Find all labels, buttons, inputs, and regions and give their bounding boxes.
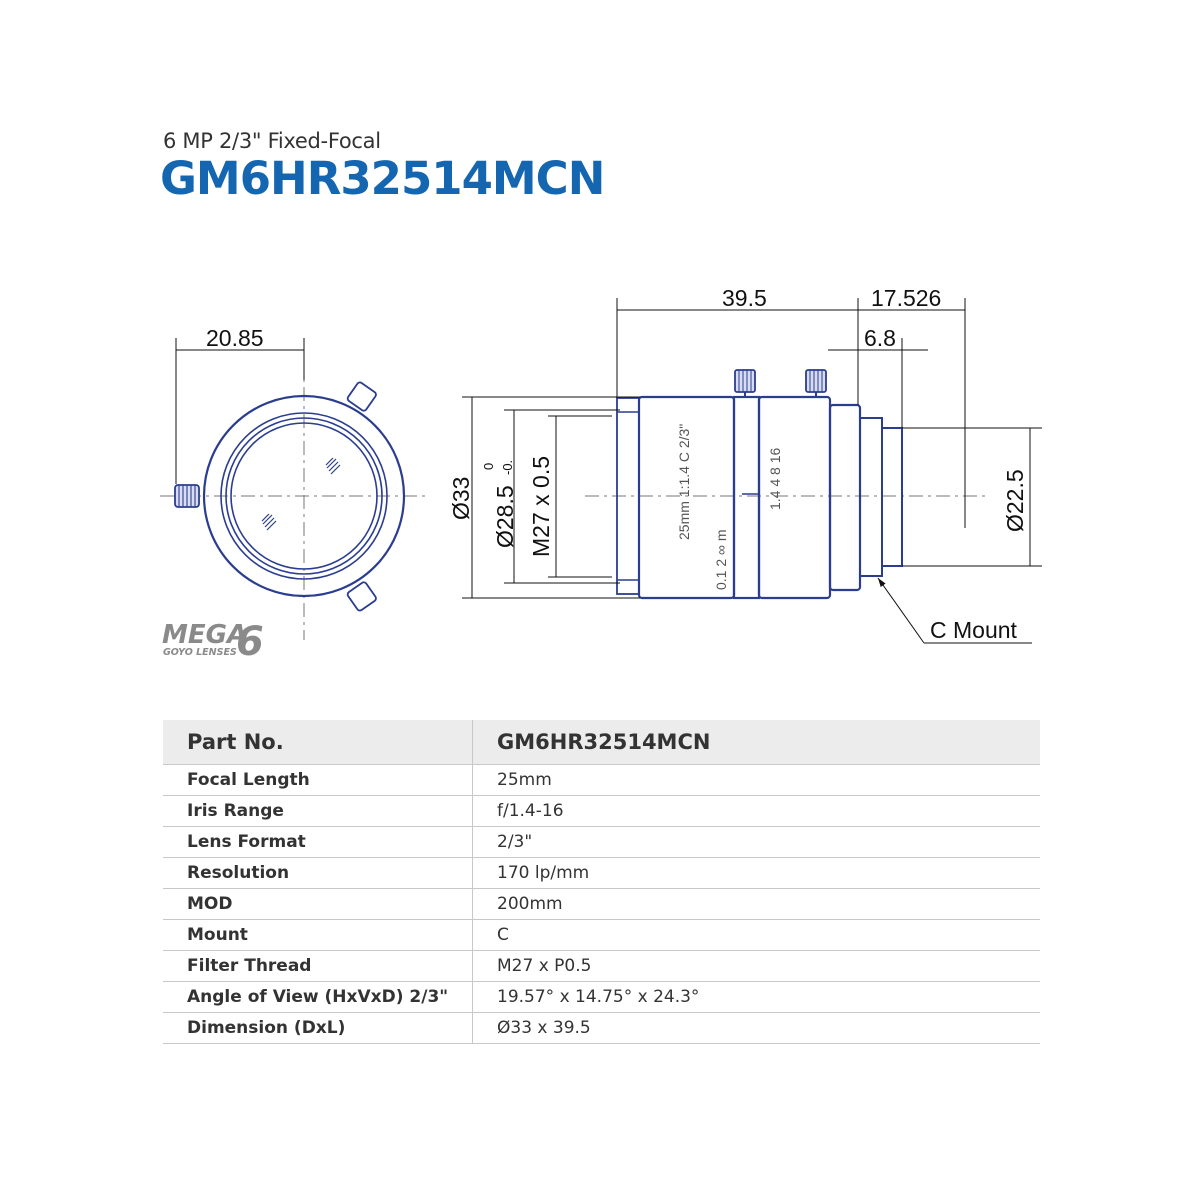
dim-outer-dia: Ø33	[448, 476, 474, 520]
logo-number: 6	[236, 619, 264, 665]
spec-key: Angle of View (HxVxD) 2/3"	[163, 982, 473, 1013]
spec-key: Lens Format	[163, 827, 473, 858]
spec-header-value: GM6HR32514MCN	[473, 720, 1041, 765]
spec-key: Mount	[163, 920, 473, 951]
spec-key: MOD	[163, 889, 473, 920]
product-title: GM6HR32514MCN	[160, 152, 605, 205]
barrel-iris-scale: 1.4 4 8 16	[767, 447, 783, 510]
spec-value: Ø33 x 39.5	[473, 1013, 1041, 1044]
logo-brand: GOYO LENSES	[163, 647, 237, 658]
spec-value: 200mm	[473, 889, 1041, 920]
table-row	[163, 858, 1040, 889]
table-row	[163, 765, 1040, 796]
front-view	[160, 325, 425, 640]
dim-mount-dia: Ø22.5	[1002, 469, 1028, 532]
spec-value: 170 lp/mm	[473, 858, 1041, 889]
spec-key: Resolution	[163, 858, 473, 889]
spec-key: Iris Range	[163, 796, 473, 827]
bottom-tab-icon	[346, 581, 377, 612]
spec-value: 2/3"	[473, 827, 1041, 858]
dim-flange: 17.526	[871, 285, 942, 311]
dim-length: 39.5	[722, 285, 767, 311]
spec-value: C	[473, 920, 1041, 951]
barrel-focus-scale: 0.1 2 ∞ m	[713, 529, 729, 590]
barrel-lens-spec: 25mm 1:1.4 C 2/3"	[676, 423, 692, 540]
spec-table	[163, 720, 1040, 1044]
table-row	[163, 951, 1040, 982]
spec-value: f/1.4-16	[473, 796, 1041, 827]
spec-value: M27 x P0.5	[473, 951, 1041, 982]
dim-tolerance-lower: -0.	[500, 459, 515, 475]
table-row	[163, 982, 1040, 1013]
table-row	[163, 920, 1040, 951]
table-row	[163, 827, 1040, 858]
spec-header-key: Part No.	[163, 720, 473, 765]
spec-key: Dimension (DxL)	[163, 1013, 473, 1044]
dim-filter-thread: M27 x 0.5	[528, 456, 554, 557]
dim-inner-dia: Ø28.5	[492, 485, 518, 548]
table-row	[163, 889, 1040, 920]
table-row	[163, 1013, 1040, 1044]
spec-key: Focal Length	[163, 765, 473, 796]
mega6-logo	[162, 619, 264, 665]
dim-mount-depth: 6.8	[864, 325, 896, 351]
side-view	[448, 285, 1042, 643]
spec-header-row	[163, 720, 1040, 765]
side-screw-icon	[175, 485, 199, 507]
dim-front-width: 20.85	[206, 325, 264, 351]
spec-value: 19.57° x 14.75° x 24.3°	[473, 982, 1041, 1013]
spec-value: 25mm	[473, 765, 1041, 796]
spec-key: Filter Thread	[163, 951, 473, 982]
c-mount-label: C Mount	[930, 617, 1017, 643]
dim-tolerance-upper: 0	[481, 462, 496, 470]
table-row	[163, 796, 1040, 827]
iris-lock-screw-icon	[806, 370, 826, 397]
focus-lock-screw-icon	[735, 370, 755, 397]
logo-word: MEGA	[162, 620, 248, 650]
product-subtitle: 6 MP 2/3" Fixed-Focal	[163, 129, 381, 153]
